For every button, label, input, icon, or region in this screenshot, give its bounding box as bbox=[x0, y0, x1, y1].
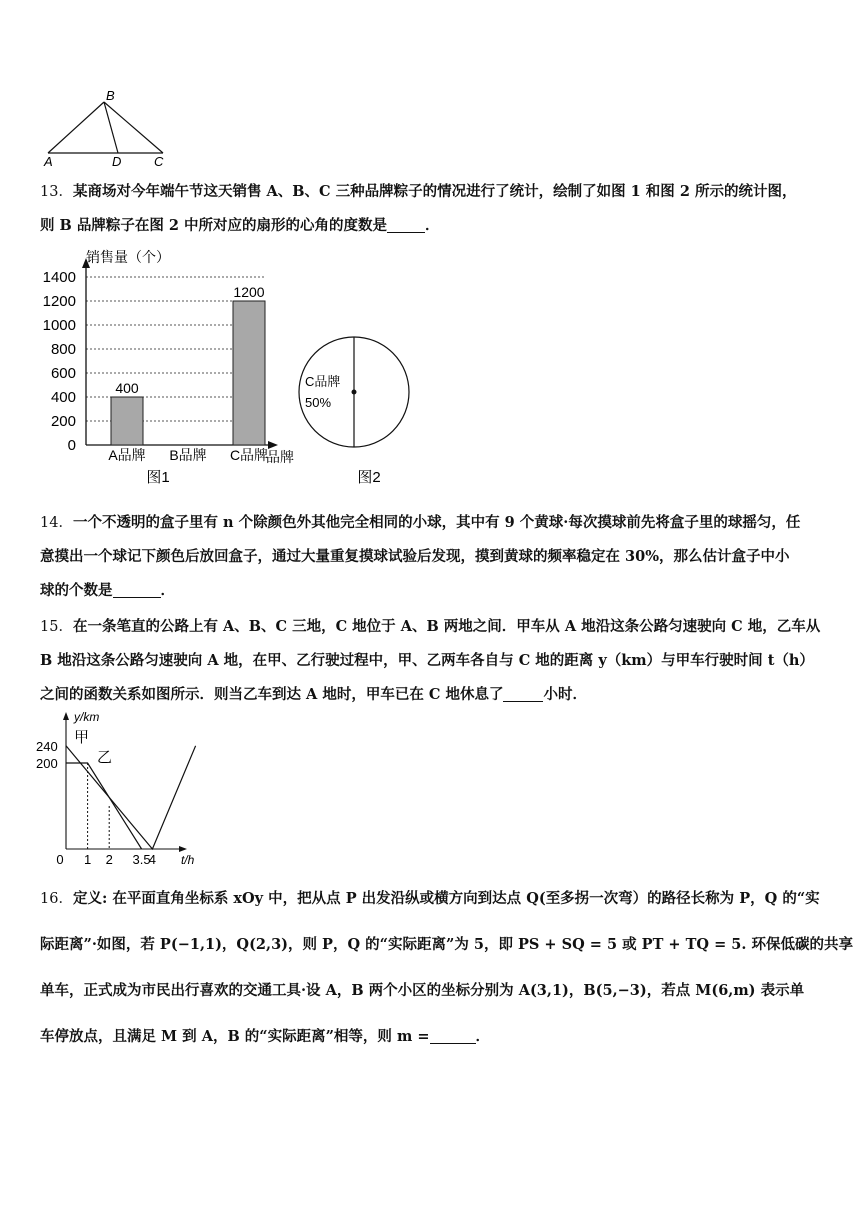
y-tick-label-4: 800 bbox=[50, 341, 76, 358]
q16-text-4: 车停放点，且满足 M 到 A，B 的“实际距离”相等，则 m = bbox=[40, 1028, 430, 1045]
y-axis-title: y/km bbox=[74, 710, 100, 724]
q13-text-end: ． bbox=[425, 217, 440, 234]
q13-text-2: 则 B 品牌粽子在图 2 中所对应的扇形的心角的度数是 bbox=[40, 217, 388, 234]
q15-line1 bbox=[40, 610, 840, 644]
series-line-0 bbox=[66, 746, 196, 849]
x-axis-arrow bbox=[179, 846, 187, 852]
q14-line3 bbox=[40, 574, 840, 608]
question-16 bbox=[40, 876, 853, 1060]
x-tick-label-1: B品牌 bbox=[169, 447, 207, 463]
y-tick-label-200: 200 bbox=[36, 756, 58, 771]
q13-number: 13． bbox=[40, 184, 73, 200]
pie-center-dot bbox=[352, 390, 357, 395]
q14-text-3: 球的个数是 bbox=[40, 582, 113, 599]
y-tick-label-240: 240 bbox=[36, 738, 58, 754]
y-tick-label-7: 1400 bbox=[42, 269, 76, 286]
q16-text-1: 定义: 在平面直角坐标系 xOy 中，把从点 P 出发沿纵或横方向到达点 Q(至多拐一次弯）的路径长称为 P，Q 的“实 bbox=[72, 890, 820, 907]
q14-answer-blank[interactable] bbox=[113, 579, 161, 598]
q14-text-1: 一个不透明的盒子里有 n 个除颜色外其他完全相同的小球，其中有 9 个黄球·每次摸球前先将盒子里的球摇匀，任 bbox=[72, 514, 801, 531]
q13-answer-blank[interactable] bbox=[387, 214, 425, 233]
q15-line2 bbox=[40, 644, 840, 678]
q13-line1 bbox=[40, 175, 840, 209]
q16-line2 bbox=[40, 922, 853, 968]
figure-caption: 图1 bbox=[146, 469, 170, 486]
vertex-label-b: B bbox=[106, 88, 115, 103]
q14-line2 bbox=[40, 540, 840, 574]
series-line-1 bbox=[66, 763, 142, 849]
distance-time-graph bbox=[34, 708, 234, 872]
q16-number: 16． bbox=[40, 891, 73, 907]
figure-caption: 图2 bbox=[357, 469, 381, 486]
y-tick-label-5: 1000 bbox=[42, 317, 76, 334]
q14-text-end: ． bbox=[160, 582, 175, 599]
x-axis-arrow bbox=[268, 441, 278, 449]
q15-text-1: 在一条笔直的公路上有 A、B、C 三地，C 地位于 A、B 两地之间．甲车从 A 地沿这条公路匀速驶向 C 地，乙车从 bbox=[72, 618, 821, 635]
q15-text-2: B 地沿这条公路匀速驶向 A 地，在甲、乙行驶过程中，甲、乙两车各自与 C 地的距离 y（km）与甲车行驶时间 t（h） bbox=[40, 652, 814, 669]
y-tick-label-2: 400 bbox=[50, 389, 76, 406]
question-14 bbox=[40, 506, 840, 608]
bar-2 bbox=[233, 301, 265, 445]
pie-slice-value: 50% bbox=[305, 395, 332, 410]
q15-text-end: 小时． bbox=[543, 686, 587, 703]
vertex-label-c: C bbox=[154, 154, 164, 169]
q15-number: 15． bbox=[40, 619, 73, 635]
q15-text-3: 之间的函数关系如图所示．则当乙车到达 A 地时，甲车已在 C 地休息了 bbox=[40, 686, 504, 703]
x-tick-label-2: C品牌 bbox=[229, 447, 269, 463]
bar-value-label-0: 400 bbox=[115, 380, 139, 396]
x-tick-label-3: 3.5 bbox=[132, 852, 151, 867]
y-tick-label-3: 600 bbox=[50, 365, 76, 382]
q16-line1 bbox=[40, 876, 840, 922]
pie-chart-figure2 bbox=[292, 330, 422, 490]
x-tick-label-0: 0 bbox=[56, 852, 64, 867]
q14-number: 14． bbox=[40, 515, 73, 531]
q16-line3 bbox=[40, 968, 840, 1014]
series-label-1: 乙 bbox=[97, 749, 113, 766]
y-axis-title: 销售量（个） bbox=[86, 249, 170, 265]
x-tick-label-0: A品牌 bbox=[108, 447, 146, 463]
q13-line2 bbox=[40, 209, 840, 243]
series-label-0: 甲 bbox=[74, 729, 90, 746]
q16-answer-blank[interactable] bbox=[430, 1025, 476, 1044]
triangle-figure bbox=[40, 86, 172, 170]
vertex-label-a: A bbox=[44, 154, 53, 169]
y-tick-label-0: 0 bbox=[67, 437, 76, 454]
x-tick-label-4: 4 bbox=[148, 852, 157, 867]
q16-line4 bbox=[40, 1014, 840, 1060]
question-13 bbox=[40, 175, 840, 243]
bar-chart-figure1 bbox=[30, 244, 310, 490]
q15-line3 bbox=[40, 678, 840, 712]
question-15 bbox=[40, 610, 840, 712]
bar-value-label-2: 1200 bbox=[233, 284, 265, 300]
pie-slice-label: C品牌 bbox=[305, 374, 341, 389]
q13-text-1: 某商场对今年端午节这天销售 A、B、C 三种品牌粽子的情况进行了统计，绘制了如图 1 和图 2 所示的统计图， bbox=[72, 183, 797, 200]
vertex-label-d: D bbox=[112, 154, 122, 169]
bar-0 bbox=[111, 397, 143, 445]
q16-text-3: 单车，正式成为市民出行喜欢的交通工具·设 A，B 两个小区的坐标分别为 A(3,1)，B(5,−3)，若点 M(6,m) 表示单 bbox=[40, 982, 805, 999]
q14-text-2: 意摸出一个球记下颜色后放回盒子，通过大量重复摸球试验后发现，摸到黄球的频率稳定在 30%，那么估计盒子中小 bbox=[40, 548, 790, 565]
y-tick-label-6: 1200 bbox=[42, 293, 76, 310]
y-tick-label-1: 200 bbox=[50, 413, 76, 430]
q16-text-end: ． bbox=[475, 1028, 491, 1045]
q15-answer-blank[interactable] bbox=[503, 683, 543, 702]
x-axis-title: 品牌 bbox=[266, 449, 294, 465]
x-tick-label-1: 1 bbox=[83, 852, 92, 867]
x-axis-title: t/h bbox=[181, 853, 195, 867]
y-axis-arrow bbox=[63, 712, 69, 720]
x-tick-label-2: 2 bbox=[105, 852, 113, 867]
q16-text-2: 际距离”·如图，若 P(−1,1)，Q(2,3)，则 P，Q 的“实际距离”为 5，即 PS + SQ = 5 或 PT + TQ = 5. 环保低碳的共享 bbox=[40, 936, 853, 953]
q14-line1 bbox=[40, 506, 840, 540]
